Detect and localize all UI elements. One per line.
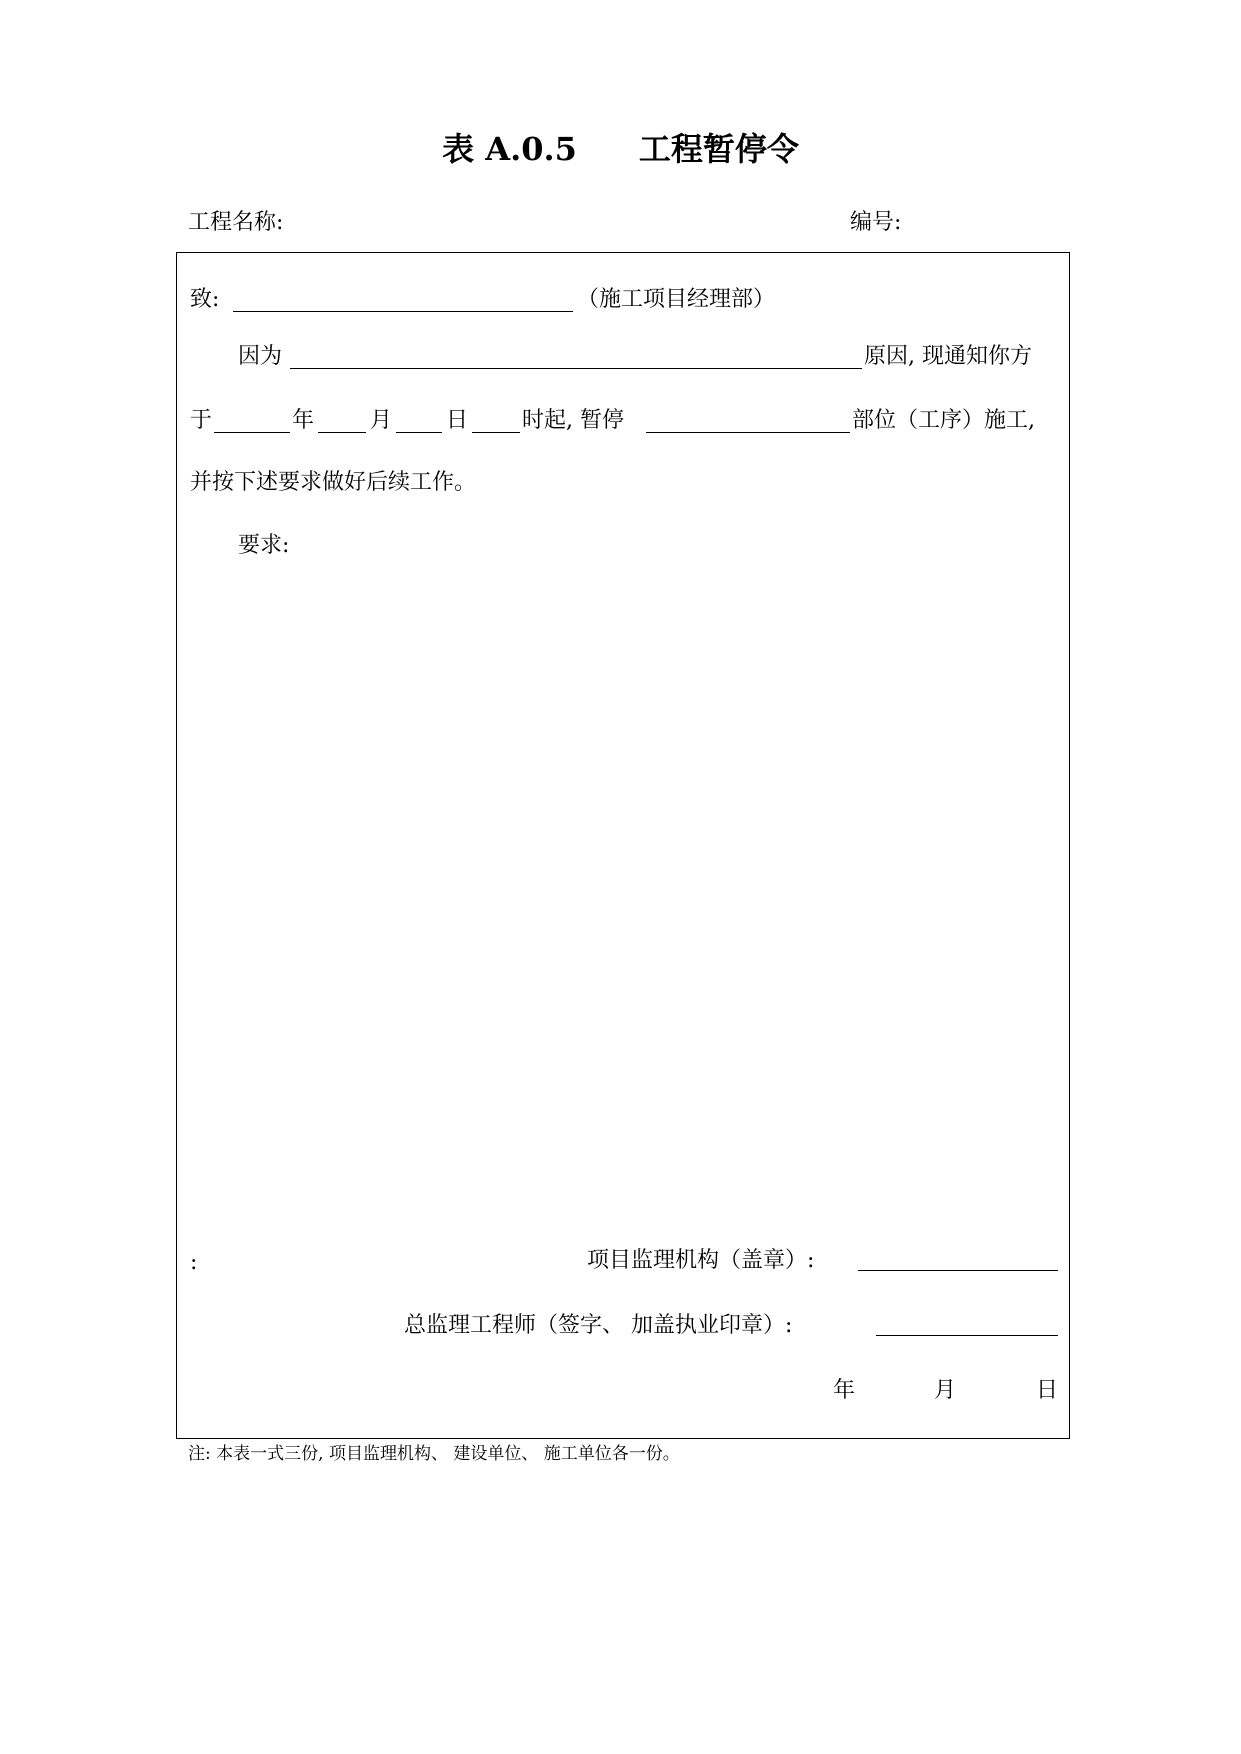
org-seal-blank[interactable] xyxy=(858,1270,1058,1271)
requirements-label: 要求: xyxy=(238,533,290,558)
date-yu: 于 xyxy=(190,408,213,433)
followup-text: 并按下述要求做好后续工作。 xyxy=(190,470,477,495)
reason-suffix: 原因, 现通知你方 xyxy=(864,344,1032,369)
chief-engineer-blank[interactable] xyxy=(876,1335,1058,1336)
sign-month: 月 xyxy=(934,1378,957,1403)
table-number: 表 A.0.5 xyxy=(442,130,577,168)
project-name-label: 工程名称: xyxy=(188,210,284,235)
reason-blank[interactable] xyxy=(290,368,862,369)
form-name: 工程暂停令 xyxy=(638,130,799,168)
date-month: 月 xyxy=(370,408,393,433)
day-blank[interactable] xyxy=(396,432,442,433)
to-label: 致: xyxy=(190,287,220,312)
chief-engineer-label: 总监理工程师（签字、 加盖执业印章）: xyxy=(404,1313,793,1338)
requirements-area[interactable] xyxy=(238,565,1038,1205)
sign-colon: : xyxy=(190,1250,198,1275)
from-text: 时起, 暂停 xyxy=(522,408,624,433)
part-blank[interactable] xyxy=(646,432,850,433)
to-suffix: （施工项目经理部） xyxy=(577,287,776,312)
org-seal-label: 项目监理机构（盖章）: xyxy=(587,1248,815,1273)
year-blank[interactable] xyxy=(214,432,290,433)
form-title xyxy=(0,130,1241,168)
reason-prefix: 因为 xyxy=(238,344,283,369)
hour-blank[interactable] xyxy=(472,432,520,433)
date-day: 日 xyxy=(446,408,469,433)
to-blank[interactable] xyxy=(233,311,573,312)
sign-day: 日 xyxy=(1036,1378,1059,1403)
number-label: 编号: xyxy=(850,210,902,235)
part-suffix: 部位（工序）施工, xyxy=(852,408,1035,433)
month-blank[interactable] xyxy=(318,432,366,433)
footer-note: 注: 本表一式三份, 项目监理机构、 建设单位、 施工单位各一份。 xyxy=(188,1444,680,1464)
date-year: 年 xyxy=(292,408,315,433)
sign-year: 年 xyxy=(833,1378,856,1403)
